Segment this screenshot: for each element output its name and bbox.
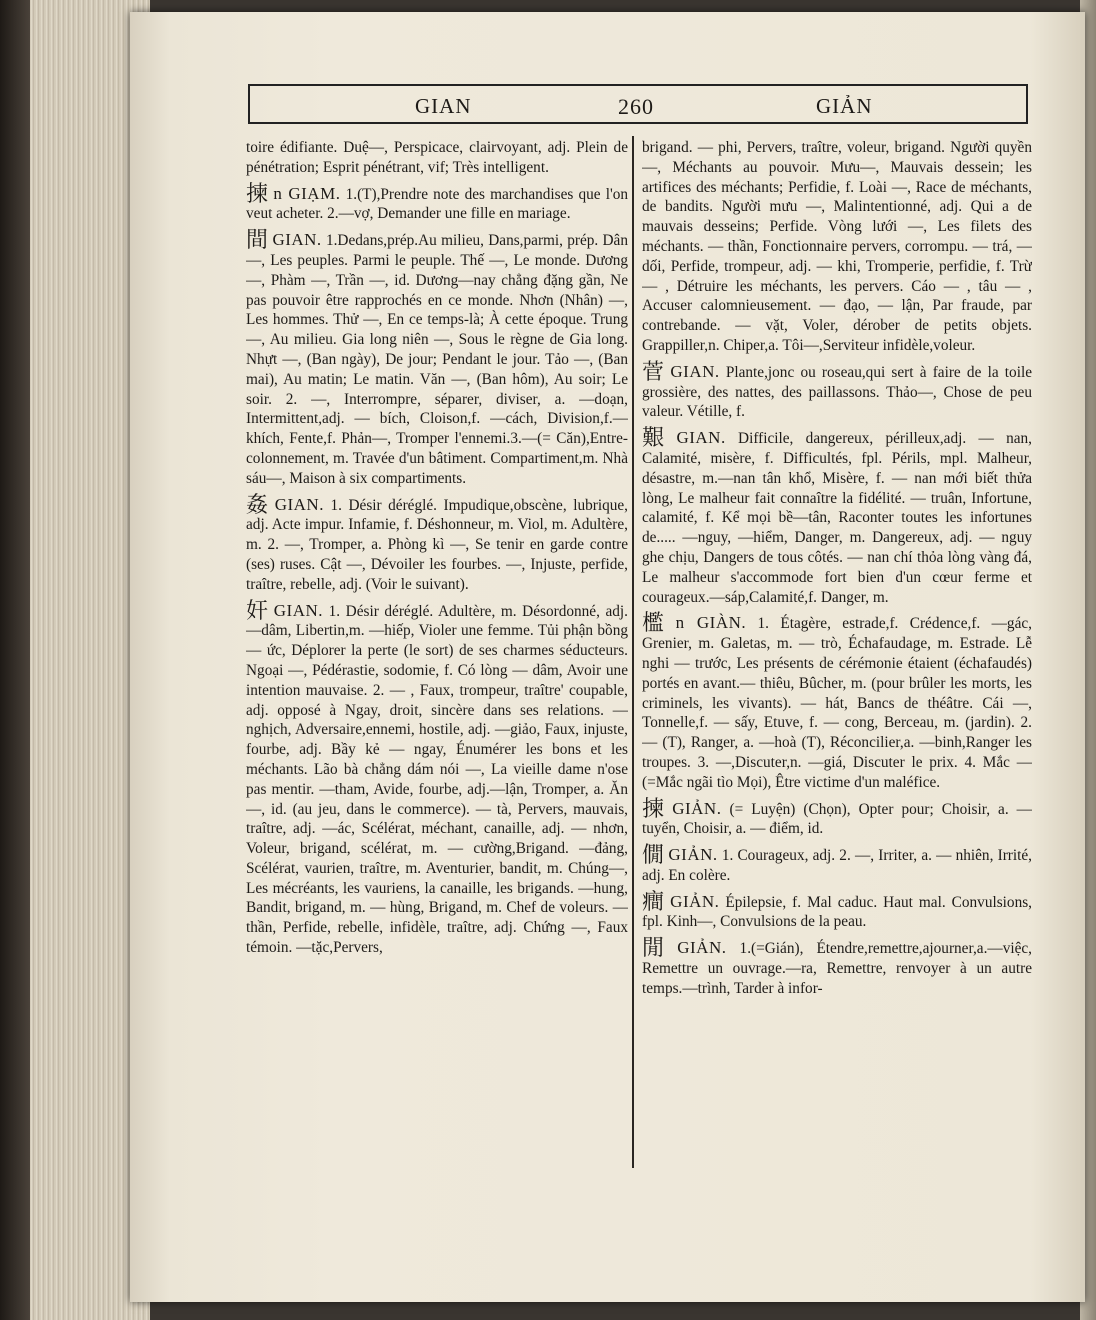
dictionary-entry bbox=[642, 359, 1032, 422]
dictionary-entry bbox=[642, 138, 1032, 356]
chinese-character: 菅 bbox=[642, 359, 667, 385]
entry-definition: (= Luyện) (Chọn), Opter pour; Choisir, a. — tuyển, Choisir, a. — điểm, id. bbox=[642, 800, 1032, 838]
chinese-character: 僩 bbox=[642, 843, 665, 869]
dictionary-entry bbox=[246, 181, 628, 225]
chinese-character: 揀 bbox=[642, 796, 669, 822]
column-divider bbox=[632, 136, 634, 1168]
chinese-character: 揀 bbox=[246, 181, 270, 207]
chinese-character: 癎 bbox=[642, 889, 667, 915]
entry-definition: 1.(T),Prendre note des marchandises que l'on veut acheter. 2.—vợ, Demander une fille en mariage. bbox=[246, 185, 628, 223]
page-number: 260 bbox=[618, 94, 654, 119]
entry-headword: GIAN. bbox=[274, 494, 324, 514]
entry-headword: GIAN. bbox=[670, 361, 720, 381]
entry-headword: GIAN. bbox=[676, 428, 726, 448]
dictionary-entry bbox=[642, 428, 1032, 607]
entry-definition: Épilepsie, f. Mal caduc. Haut mal. Convulsions, fpl. Kinh—, Convulsions de la peau. bbox=[642, 893, 1032, 931]
entry-headword: n GIÀN. bbox=[675, 613, 747, 633]
right-column bbox=[642, 138, 1032, 1178]
entry-headword: GIAN. bbox=[272, 230, 322, 250]
dictionary-entry bbox=[642, 845, 1032, 886]
left-column bbox=[246, 138, 628, 1168]
dictionary-entry bbox=[246, 492, 628, 595]
dictionary-entry bbox=[246, 598, 628, 958]
entry-headword: GIẢN. bbox=[672, 798, 722, 818]
entry-headword: GIAN. bbox=[273, 600, 324, 620]
chinese-character: 間 bbox=[246, 228, 269, 254]
dictionary-entry bbox=[642, 938, 1032, 998]
header-left-word: GIAN bbox=[415, 94, 472, 118]
dictionary-entry bbox=[642, 889, 1032, 933]
entry-definition: Difficile, dangereux, périlleux,adj. — nan, Calamité, misère, f. Difficultés, fpl. Périls, mpl. Malheur, désastre, m.—nan tân khổ, Misère, f. — nan mới biết thửa lòng, Le malheur fait connaître la fidélité. — truân, Infortune, calamité, f. Kể mọi bề—tân, Raconter toutes les infortunes de..... —nguy, —hiểm, Danger, m. Dangereux, adj. — nguy ghe chịu, Dangers de tous côtés. — nan chí thỏa lòng vàng đá, Le malheur s'accommode fort bien d'un cœur ferme et courageux.—sáp,Calamité,f. Danger, m. bbox=[642, 430, 1032, 606]
chinese-character: 艱 bbox=[642, 426, 673, 452]
dictionary-entry bbox=[642, 613, 1032, 792]
chinese-character: 奸 bbox=[246, 598, 270, 624]
entry-definition: 1. Désir déréglé. Adultère, m. Désordonné, adj. —dâm, Libertin,m. —hiếp, Violer une femme. Tủi phận bồng — ức, Déplorer la perte (le sort) de ses charmes séducteurs. Ngoại —, Pédérastie, sodomie, f. Có lòng — dâm, Avoir une intention mauvaise. 2. — , Faux, trompeur, traître' coupable, adj. opposé à Ngay, droit, sincère dans ses relations. — nghịch, Adversaire,ennemi, hostile, adj. —giảo, Faux, injuste, fourbe, adj. Bầy kẻ — ngay, Énumérer les bons et les méchants. Lão bà chẳng dám nói —, La vieille dame n'ose pas mentir. —tham, Avide, fourbe, adj.—lận, Tromper, a. Ăn—, id. (au jeu, dans le commerce). — tà, Pervers, mauvais, traître, adj. —ác, Scélérat, méchant, canaille, adj. — nhơn, Voleur, brigand, scélérat, m. — cường,Brigand. —đảng, Scélérat, vaurien, traître, m. Aventurier, bandit, m. Chúng—, Les mécréants, les vauriens, la canaille, les brigands. —hung, Bandit, brigand, m. — hùng, Brigand, m. Chef de voleurs. — thần, Perfide, rebelle, infidèle, traître, adj. Chứng —, Faux témoin. —tặc,Pervers, bbox=[246, 602, 628, 957]
entry-headword: n GIẠM. bbox=[273, 183, 341, 203]
chinese-character: 檻 bbox=[642, 611, 672, 637]
entry-headword: GIẢN. bbox=[677, 938, 727, 958]
running-header bbox=[248, 84, 1028, 124]
entry-definition: 1. Désir déréglé. Impudique,obscène, lubrique, adj. Acte impur. Infamie, f. Déshonneur, m. Viol, m. Adultère, m. 2. —, Tromper, a. Phòng kì —, Se tenir en garde contre (ses) ruses. Cật —, Dévoiler les fourbes. —, Injuste, perfide, traître, rebelle, adj. (Voir le suivant). bbox=[246, 496, 628, 593]
entry-definition: 1.Dedans,prép.Au milieu, Dans,parmi, prép. Dân—, Les peuples. Parmi le peuple. Thế —, Le monde. Dương —, Phàm —, Trần —, id. Dương—nay chẳng đặng gần, Ne pas pouvoir être rapprochés en ce monde. Nhơn (Nhân) —, Les hommes. Thử —, En ce temps-là; À cette époque. Trung —, Au milieu. Gia long niên —, Sous le règne de Gia long. Nhựt —, (Ban ngày), De jour; Pendant le jour. Tảo —, (Ban mai), Au matin; Le matin. Văn —, (Ban hôm), Au soir; Le soir. 2. —, Interrompre, séparer, diviser, a. —doạn, Intermittent,adj. — bích, Cloison,f. —cách, Division,f.—khích, Fente,f. Phản—, Tromper l'ennemi.3.—(= Căn),Entre-colonnement, m. Travée d'un bâtiment. Compartiment,m. Nhà sáu—, Maison à six compartiments. bbox=[246, 232, 628, 487]
book-cover-edge bbox=[0, 0, 30, 1320]
entry-definition: 1. Étagère, estrade,f. Crédence,f. —gác, Grenier, m. Galetas, m. — trò, Échafaudage, m. Estrade. Lễ nghi — trước, Les présents de cérémonie étaient (échafaudés) portés en avant.— thiêu, Bûcher, m. (pour brûler les morts, les criminels, les vivants). — hát, Bancs de théâtre. Cái —, Tonnelle,f. — sấy, Etuve, f. — cong, Berceau, m. (jardin). 2. — (T), Ranger, a. —hoà (T), Réconcilier,a. —binh,Ranger les troupes. 3. —,Discuter,n. —giá, Discuter le prix. 4. Mắc — (=Mắc ngãi tìo Mọi), Être victime d'un maléfice. bbox=[642, 615, 1032, 791]
entry-definition: 1.(=Gián), Étendre,remettre,ajourner,a.—việc, Remettre un ouvrage.—ra, Remettre, renvoyer à un autre temps.—trình, Tarder à infor- bbox=[642, 940, 1032, 997]
chinese-character: 姦 bbox=[246, 492, 271, 518]
entry-definition: 1. Courageux, adj. 2. —, Irriter, a. — nhiên, Irrité, adj. En colère. bbox=[642, 847, 1032, 884]
header-right-word: GIẢN bbox=[816, 94, 873, 118]
entry-headword: GIẢN. bbox=[668, 845, 718, 865]
chinese-character: 閒 bbox=[642, 936, 674, 962]
entry-definition: toire édifiante. Duệ—, Perspicace, clairvoyant, adj. Plein de pénétration; Esprit pénétrant, vif; Très intelligent. bbox=[246, 139, 628, 176]
dictionary-entry bbox=[246, 138, 628, 178]
entry-definition: brigand. — phi, Pervers, traître, voleur, brigand. Người quyền —, Méchants au pouvoir. Mưu—, Mauvais dessein; les artifices des méchants; Perfidie, f. Loài —, Race de méchants, de bandits. Người mưu —, Malintentionné, adj. Qui a de mauvais desseins; Perfide. Vòng lưới —, Les filets des méchants. — thần, Fonctionnaire pervers, corrompu. — trá, — dối, Perfide, trompeur, adj. — khi, Tromperie, perfidie, f. Trừ — , Détruire les méchants, les pervers. Cáo — , tâu — , Accuser calomnieusement. — đạo, — lận, Par fraude, par contrebande. — vặt, Voler, dérober de petits objets. Grappiller,n. Chiper,a. Tôi—,Serviteur infidèle,voleur. bbox=[642, 139, 1032, 354]
entry-definition: Plante,jonc ou roseau,qui sert à faire de la toile grossière, des nattes, des paillassons. Thảo—, Chose de peu valeur. Vétille, f. bbox=[642, 363, 1032, 421]
dictionary-entry bbox=[642, 796, 1032, 840]
entry-headword: GIẢN. bbox=[670, 891, 720, 911]
dictionary-entry bbox=[246, 230, 628, 488]
